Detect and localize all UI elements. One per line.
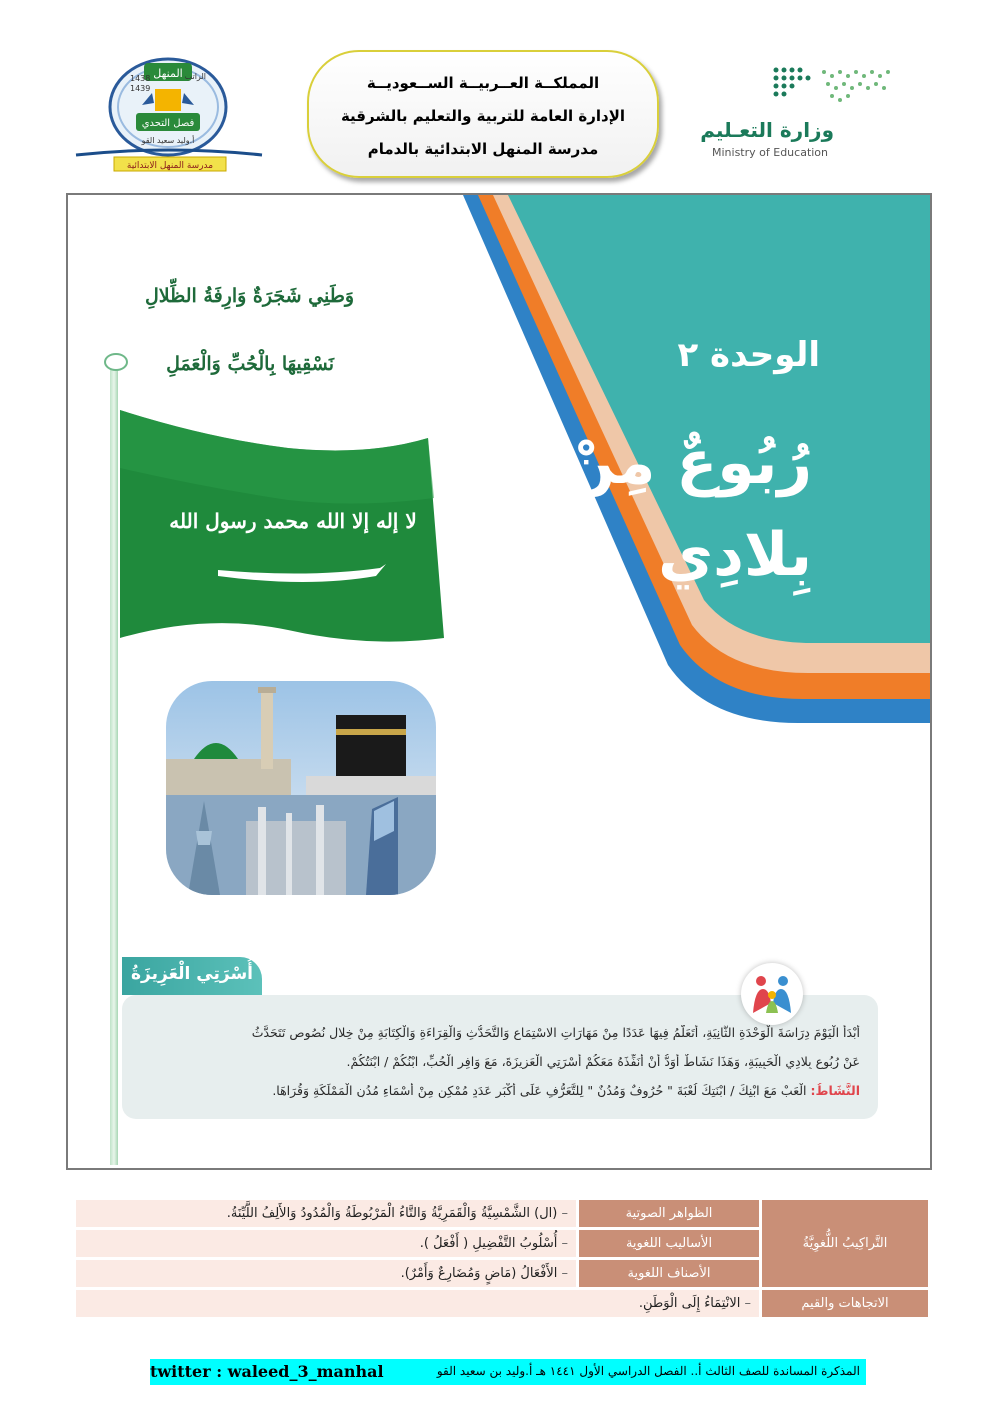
subcategory-styles: الأساليب اللغوية <box>578 1229 761 1259</box>
school-title: مدرسة المنهل الابتدائية بالدمام <box>367 140 599 158</box>
unit-title-line2: بِلادِي <box>658 520 812 590</box>
section-title: أُسْرَتِي الْعَزِيزَةُ <box>131 964 253 984</box>
ministry-dots-icon <box>700 62 900 112</box>
objective-text: الانْتِمَاءُ إِلَى الْوَطَنِ. <box>638 1296 741 1311</box>
school-logo-author: أ.وليد سعيد القو <box>141 136 195 145</box>
table-row <box>75 1289 930 1319</box>
intro-line-2: عَنْ رُبُوعِ بِلادِي الْحَبِيبَةِ، وَهَذَا نَشَاطٌ أَوَدُّ أَنْ أُنَفِّذَهُ مَعَكُمْ أُسْرَتِي الْعَزِيزَةَ، مَعَ وَافِرِ الْحُبِّ، ابْنُكُمْ / ابْنَتُكُمْ. <box>346 1054 860 1069</box>
activity-text: الْعَبْ مَعَ ابْنِكَ / ابْنَتِكَ لُعْبَةَ " حُرُوفٌ وَمُدُنٌ " لِلتَّعَرُّفِ عَلَى أَكْبَرِ عَدَدٍ مُمْكِنٍ مِنْ أَسْمَاءِ مُدُنِ الْمَمْلَكَةِ وَقُرَاهَا. <box>272 1083 807 1098</box>
footer-bar <box>150 1359 866 1385</box>
objective-value: – أُسْلُوبُ التَّفْضِيلِ ( أَفْعَلُ ). <box>75 1229 578 1259</box>
unit-title-line1: رُبُوعٌ مِنْ <box>564 428 812 498</box>
activity-label: النَّشَاطُ: <box>810 1083 860 1098</box>
objective-text: أُسْلُوبُ التَّفْضِيلِ ( أَفْعَلُ ). <box>419 1236 558 1251</box>
footer-text: المذكرة المساندة للصف الثالث أ.. الفصل الدراسي الأول ١٤٤١ هـ أ.وليد بن سعيد القو <box>436 1364 860 1378</box>
objective-value: – الأَفْعَالُ (مَاضٍ وَمُضَارِعٌ وَأَمْرٌ). <box>75 1259 578 1289</box>
ministry-name-ar: وزارة التعـليم <box>700 118 834 142</box>
category-values: الاتجاهات والقيم <box>761 1289 930 1319</box>
flag-pole <box>110 365 118 1165</box>
flag-shahada: لا إله إلا الله محمد رسول الله <box>169 509 417 533</box>
family-icon <box>741 963 803 1025</box>
poem-line-1: وَطَنِي شَجَرَةٌ وَارِفَةُ الظِّلالِ <box>144 285 354 307</box>
school-logo <box>72 55 267 173</box>
school-logo-top-text: المنهل <box>153 67 183 80</box>
objective-value: – (ال) الشَّمْسِيَّةُ وَالْقَمَرِيَّةُ وَالتَّاءُ الْمَرْبُوطَةُ وَالْمُدُودُ وَالأَلِفُ اللَّيِّنَةُ. <box>75 1199 578 1229</box>
twitter-handle[interactable]: twitter : waleed_3_manhal <box>150 1362 384 1381</box>
intro-line-1: أَبْدَأُ الْيَوْمَ دِرَاسَةَ الْوَحْدَةِ الثَّانِيَةِ، أَتَعَلَّمُ فِيهَا عَدَدًا مِنْ مَهَارَاتِ الاسْتِمَاعِ وَالتَّحَدُّثِ وَالْقِرَاءَةِ وَالْكِتَابَةِ مِنْ خِلالِ نُصُوصٍ تَتَحَدَّثُ <box>251 1025 860 1040</box>
ministry-name-en: Ministry of Education <box>712 146 829 159</box>
saudi-flag-icon <box>118 408 448 643</box>
unit-title <box>552 417 812 601</box>
flag-pole-top <box>104 353 128 371</box>
poem-line-2: نَسْقِيهَا بِالْحُبِّ وَالْعَمَلِ <box>166 353 334 375</box>
subcategory-types: الأصناف اللغوية <box>578 1259 761 1289</box>
school-logo-year-2: 1439 <box>130 84 151 93</box>
kingdom-title: المملكــة العــربيــة الســعوديــة <box>366 74 600 92</box>
objective-value: – الانْتِمَاءُ إِلَى الْوَطَنِ. <box>75 1289 761 1319</box>
school-logo-year-1: 1438 <box>130 74 151 83</box>
directorate-title: الإدارة العامة للتربية والتعليم بالشرقية <box>340 107 626 125</box>
objective-text: الأَفْعَالُ (مَاضٍ وَمُضَارِعٌ وَأَمْرٌ). <box>400 1266 558 1281</box>
unit-cover <box>66 193 932 1170</box>
table-row <box>75 1199 930 1229</box>
government-header <box>307 50 659 178</box>
objectives-table <box>73 1197 931 1320</box>
school-logo-banner: مدرسة المنهل الابتدائية <box>126 161 214 171</box>
landmarks-collage <box>166 681 436 895</box>
school-logo-challenge: فصل التحدي <box>141 118 195 129</box>
section-tab <box>122 957 262 995</box>
category-language-structures: التَّراكِيبُ اللُّغوِيَّةُ <box>761 1199 930 1289</box>
subcategory-phonetics: الظواهر الصوتية <box>578 1199 761 1229</box>
ministry-logo <box>700 62 900 164</box>
objective-text: (ال) الشَّمْسِيَّةُ وَالْقَمَرِيَّةُ وَالتَّاءُ الْمَرْبُوطَةُ وَالْمُدُودُ وَالأَلِفُ اللَّيِّنَةُ. <box>226 1206 558 1221</box>
school-logo-badge: الراتب <box>184 72 206 81</box>
intro-line-3 <box>140 1083 860 1098</box>
unit-number: الوحدة ٢ <box>677 335 820 375</box>
